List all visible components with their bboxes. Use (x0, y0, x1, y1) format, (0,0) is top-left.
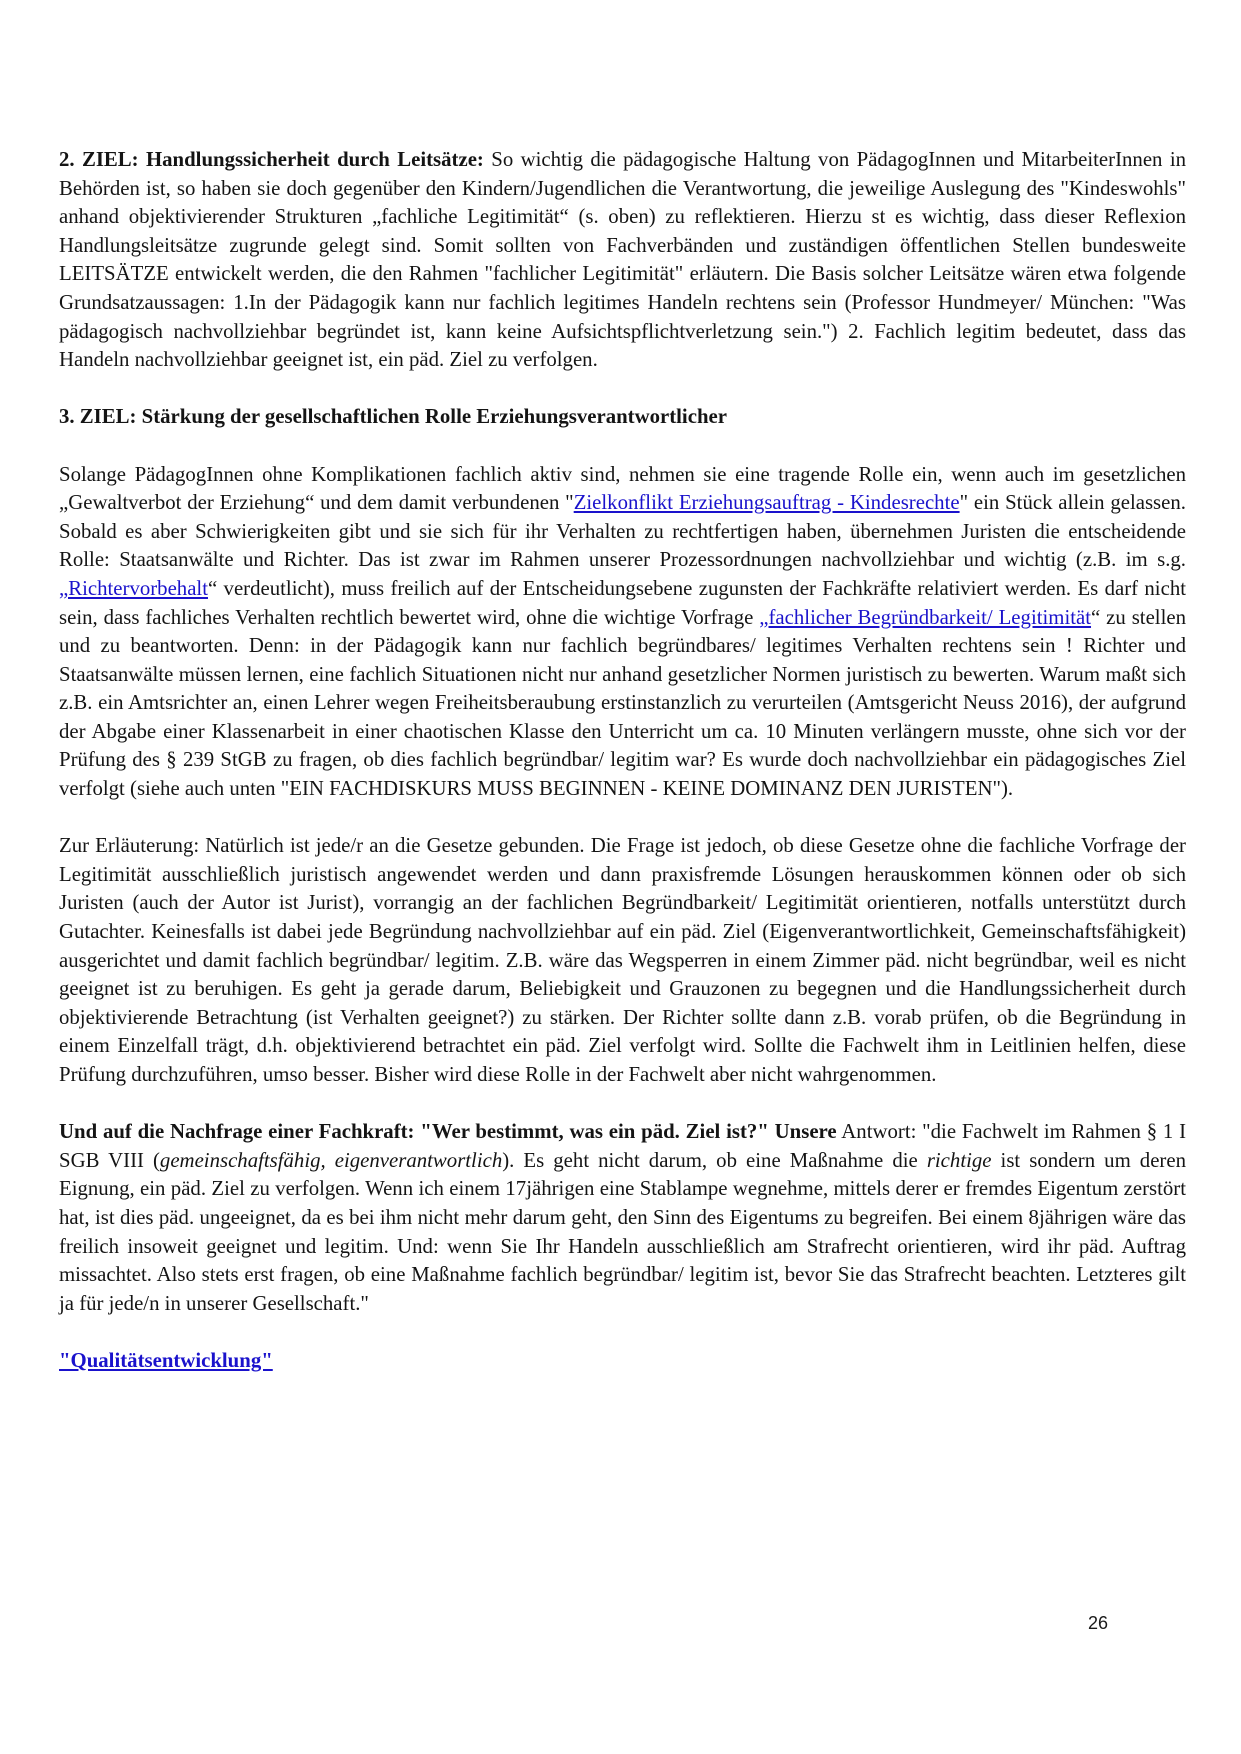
paragraph-text: ist sondern um deren Eignung, ein päd. Ziel zu verfolgen. Wenn ich einem 17jährigen eine Stablampe wegnehme, mittels derer er fremdes Eigentum zerstört hat, ist dies päd. ungeeignet, da es bei ihm nicht mehr darum geht, den Sinn des Eigentums zu begreifen. Bei einem 8jährigen wäre das freilich insoweit geeignet und legitim. Und: wenn Sie Ihr Handeln ausschließlich am Strafrecht orientieren, wird ihr päd. Auftrag missachtet. Also stets erst fragen, ob eine Maßnahme fachlich begründbar/ legitim ist, bevor Sie das Strafrecht beachten. Letzteres gilt ja für jede/n in unserer Gesellschaft." (59, 1148, 1186, 1315)
link-qualitaetsentwicklung[interactable]: "Qualitätsentwicklung" (59, 1348, 273, 1372)
heading-ziel-3: 3. ZIEL: Stärkung der gesellschaftlichen Rolle Erziehungsverantwortlicher (59, 405, 727, 429)
paragraph-gap (59, 1318, 1186, 1347)
paragraph-gap (59, 1090, 1186, 1119)
paragraph-ziel-2-text: So wichtig die pädagogische Haltung von PädagogInnen und MitarbeiterInnen in Behörden ist, so haben sie doch gegenüber den Kindern/Jugendlichen die Verantwortung, die jeweilige Auslegung des "Kindeswohls" anhand objektivierender Strukturen „fachliche Legitimität“ (s. oben) zu reflektieren. Hierzu st es wichtig, dass dieser Reflexion Handlungsleitsätze zugrunde gelegt sind. Somit sollten von Fachverbänden und zuständigen öffentlichen Stellen bundesweite LEITSÄTZE entwickelt werden, die den Rahmen "fachlicher Legitimität" erläutern. Die Basis solcher Leitsätze wären etwa folgende Grundsatzaussagen: 1.In der Pädagogik kann nur fachlich legitimes Handeln rechtens sein (Professor Hundmeyer/ München: "Was pädagogisch nachvollziehbar begründet ist, kann keine Aufsichtspflichtverletzung sein.") 2. Fachlich legitim bedeutet, dass das Handeln nachvollziehbar geeignet ist, ein päd. Ziel zu verfolgen. (59, 148, 1186, 372)
paragraph-gap (59, 804, 1186, 833)
nachfrage-bold-intro: Und auf die Nachfrage einer Fachkraft: "Wer bestimmt, was ein päd. Ziel ist?" Unsere (59, 1120, 837, 1144)
heading-ziel-2: 2. ZIEL: Handlungssicherheit durch Leitsätze: (59, 148, 484, 171)
paragraph-gap (59, 432, 1186, 461)
italic-text: gemeinschaftsfähig, eigenverantwortlich (159, 1148, 503, 1172)
paragraph-final-link (59, 1347, 1186, 1376)
link-richtervorbehalt[interactable]: „Richtervorbehalt (59, 576, 208, 600)
paragraph-text: " ein Stück allein gelassen. Sobald es aber Schwierigkeiten gibt und sie sich für ihr Verhalten zu rechtfertigen haben, übernehmen Juristen die entscheidende Rolle: Staatsanwälte und Richter. Das ist zwar im Rahmen unserer Prozessordnungen nachvollziehbar und wichtig (z.B. im s.g. (59, 491, 1186, 572)
paragraph-erlaeuterung: Zur Erläuterung: Natürlich ist jede/r an die Gesetze gebunden. Die Frage ist jedoch, ob diese Gesetze ohne die fachliche Vorfrage der Legitimität ausschließlich juristisch angewendet werden und dann praxisfremde Lösungen herauskommen können oder ob sich Juristen (auch der Autor ist Jurist), vorrangig an der fachlichen Begründbarkeit/ Legitimität orientieren, notfalls unterstützt durch Gutachter. Keinesfalls ist dabei jede Begründung nachvollziehbar auf ein päd. Ziel (Eigenverantwortlichkeit, Gemeinschaftsfähigkeit) ausgerichtet und damit fachlich begründbar/ legitim. Z.B. wäre das Wegsperren in einem Zimmer päd. nicht begründbar, weil es nicht geeignet ist zu beruhigen. Es geht ja gerade darum, Beliebigkeit und Grauzonen zu begegnen und die Handlungssicherheit durch objektivierende Betrachtung (ist Verhalten geeignet?) zu stärken. Der Richter sollte dann z.B. vorab prüfen, ob die Begründung in einem Einzelfall trägt, d.h. objektivierend betrachtet ein päd. Ziel verfolgt wird. Sollte die Fachwelt ihm in Leitlinien helfen, diese Prüfung durchzuführen, umso besser. Bisher wird diese Rolle in der Fachwelt aber nicht wahrgenommen. (59, 834, 1186, 1086)
link-zielkonflikt[interactable]: Zielkonflikt Erziehungsauftrag - Kindesrechte (573, 491, 960, 515)
italic-text: richtige (926, 1148, 992, 1172)
paragraph-text: “ verdeutlicht), muss freilich auf der Entscheidungsebene zugunsten der Fachkräfte relativiert werden. Es darf nicht sein, dass fachliches Verhalten rechtlich bewertet wird, ohne die wichtige Vorfrage (59, 576, 1186, 629)
paragraph-nachfrage (59, 1118, 1186, 1318)
paragraph-rolle-paedagogen (59, 461, 1186, 804)
paragraph-text: ). Es geht nicht darum, ob eine Maßnahme die (502, 1148, 927, 1172)
link-fachliche-begruendbarkeit[interactable]: „fachlicher Begründbarkeit/ Legitimität (759, 605, 1092, 629)
page-number: 26 (1087, 1613, 1108, 1633)
paragraph-text: Antwort: "die Fachwelt im Rahmen § 1 I SGB VIII ( (59, 1120, 1186, 1172)
paragraph-gap (59, 375, 1186, 404)
paragraph-ziel-2 (59, 146, 1186, 375)
paragraph-text: “ zu stellen und zu beantworten. Denn: in der Pädagogik kann nur fachlich begründbares/ legitimes Verhalten rechtens sein ! Richter und Staatsanwälte müssen lernen, eine fachlich Situationen nicht nur anhand gesetzlicher Normen juristisch zu bewerten. Warum maßt sich z.B. ein Amtsrichter an, einen Lehrer wegen Freiheitsberaubung erstinstanzlich zu verurteilen (Amtsgericht Neuss 2016), der aufgrund der Abgabe einer Klassenarbeit in einer chaotischen Klasse den Unterricht um ca. 10 Minuten verlängern musste, ohne sich vor der Prüfung des § 239 StGB zu fragen, ob dies fachlich begründbar/ legitim war? Es wurde doch nachvollziehbar ein pädagogisches Ziel verfolgt (siehe auch unten "EIN FACHDISKURS MUSS BEGINNEN - KEINE DOMINANZ DEN JURISTEN"). (59, 605, 1186, 801)
paragraph-text: Solange PädagogInnen ohne Komplikationen fachlich aktiv sind, nehmen sie eine tragende Rolle ein, wenn auch im gesetzlichen „Gewaltverbot der Erziehung“ und dem damit verbundenen " (59, 462, 1186, 515)
paragraph-ziel-3-heading (59, 403, 1186, 432)
